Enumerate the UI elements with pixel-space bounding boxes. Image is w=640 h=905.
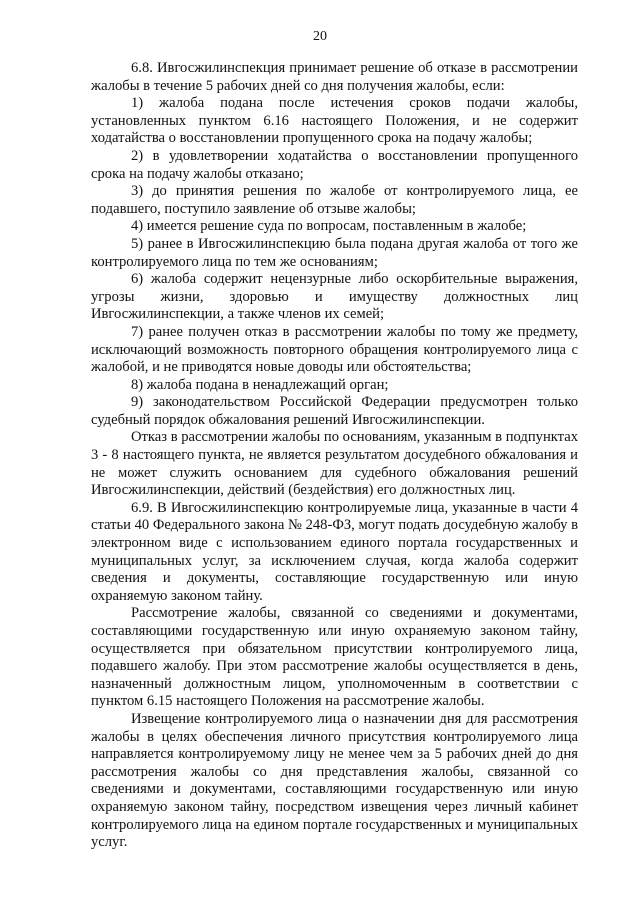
list-item-7: 7) ранее получен отказ в рассмотрении жалобы по тому же предмету, исключающий возможность повторного обращения контролируемого лица с жалобой, и не приводятся новые доводы или обстоятельства;	[91, 323, 578, 376]
list-item-4: 4) имеется решение суда по вопросам, поставленным в жалобе;	[131, 218, 527, 235]
list-item-8: 8) жалоба подана в ненадлежащий орган;	[131, 376, 389, 393]
paragraph-secret-review: Рассмотрение жалобы, связанной со сведениями и документами, составляющими государственную или иную охраняемую законом тайну, осуществляется при обязательном присутствии контролируемого лица, подавшего жалобу. При этом рассмотрение жалобы осуществляется в день, назначенный должностным лицом, уполномоченным в соответствии с пунктом 6.15 настоящего Положения на рассмотрение жалобы.	[91, 605, 578, 710]
paragraph-refusal-note: Отказ в рассмотрении жалобы по основаниям, указанным в подпунктах 3 - 8 настоящего пункта, не является результатом досудебного обжалования и не может служить основанием для судебного обжалования решений Ивгосжилинспекции, действий (бездействия) его должностных лиц.	[91, 429, 578, 499]
paragraph-notification: Извещение контролируемого лица о назначении дня для рассмотрения жалобы в целях обеспечения личного присутствия контролируемого лица направляется контролируемому лицу не менее чем за 5 рабочих дней до дня рассмотрения жалобы со дня представления жалобы, связанной со сведениями и документами, составляющими государственную или иную охраняемую законом тайну, посредством извещения через личный кабинет контролируемого лица на едином портале государственных и муниципальных услуг.	[91, 710, 578, 851]
list-item-5: 5) ранее в Ивгосжилинспекцию была подана другая жалоба от того же контролируемого лица по тем же основаниям;	[91, 235, 578, 270]
paragraph-6-8-intro: 6.8. Ивгосжилинспекция принимает решение об отказе в рассмотрении жалобы в течение 5 рабочих дней со дня получения жалобы, если:	[91, 60, 578, 94]
list-item-1: 1) жалоба подана после истечения сроков подачи жалобы, установленных пунктом 6.16 настоящего Положения, и не содержит ходатайства о восстановлении пропущенного срока на подачу жалобы;	[91, 95, 578, 147]
page-number: 20	[313, 29, 327, 44]
list-item-3: 3) до принятия решения по жалобе от контролируемого лица, ее подавшего, поступило заявление об отзыве жалобы;	[91, 183, 578, 217]
document-body	[91, 60, 578, 852]
list-item-6: 6) жалоба содержит нецензурные либо оскорбительные выражения, угрозы жизни, здоровью и имуществу должностных лиц Ивгосжилинспекции, а также членов их семей;	[91, 271, 578, 323]
list-item-9: 9) законодательством Российской Федерации предусмотрен только судебный порядок обжалования решений Ивгосжилинспекции.	[91, 394, 578, 428]
list-item-2: 2) в удовлетворении ходатайства о восстановлении пропущенного срока на подачу жалобы отказано;	[91, 147, 578, 182]
paragraph-6-9: 6.9. В Ивгосжилинспекцию контролируемые лица, указанные в части 4 статьи 40 Федерального закона № 248-ФЗ, могут подать досудебную жалобу в электронном виде с использованием единого портала государственных и муниципальных услуг, за исключением случая, когда жалоба содержит сведения и документы, составляющие государственную или иную охраняемую законом тайну.	[91, 499, 578, 604]
